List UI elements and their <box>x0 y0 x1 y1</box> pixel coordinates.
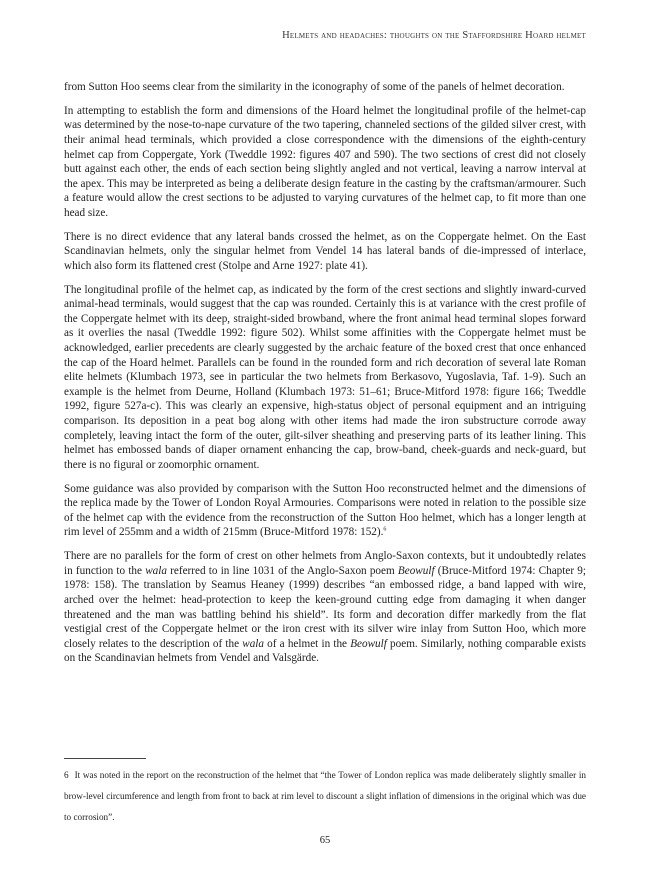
body-text <box>64 80 586 675</box>
paragraph-6-text: poem. Similarly, nothing comparable exists on the Scandinavian helmets from Vendel and Valsgärde. <box>64 637 586 665</box>
paragraph-6-text: There are no parallels for the form of crest on other helmets from Anglo-Saxon contexts, but it undoubtedly relates in function to the <box>64 550 586 577</box>
paragraph-6-text: referred to in line 1031 of the Anglo-Saxon poem <box>166 564 398 577</box>
paragraph-6-text: (Bruce-Mitford 1974: Chapter 9; 1978: 158). The translation by Seamus Heaney (1999) describes “an embossed ridge, a band lapped with wire, arched over the helmet: head-protection to keep the keen-ground cutting edge from damaging it when danger threatened and the man was battling behind his shield”. Its form and decoration differ markedly from the flat vestigial crest of the Coppergate helmet or the iron crest with its silver wire inlay from Sutton Hoo, which more closely relates to the description of the <box>64 564 586 650</box>
italic-term: wala <box>242 637 264 650</box>
footnote-reference[interactable]: 6 <box>383 526 387 533</box>
paragraph-5 <box>64 482 586 540</box>
footnote-divider <box>64 758 146 759</box>
paragraph-6 <box>64 549 586 666</box>
italic-title: Beowulf <box>350 637 387 650</box>
footnote-text: It was noted in the report on the reconstruction of the helmet that “the Tower of London replica was made deliberately slightly smaller in brow-level circumference and length from front to back at rim level to discount a slight inflation of dimensions in the original which was due to corrosion”. <box>64 770 586 822</box>
italic-term: wala <box>145 564 167 577</box>
paragraph-6-text: of a helmet in the <box>264 637 351 650</box>
running-head: Helmets and headaches: thoughts on the Staffordshire Hoard helmet <box>282 30 586 41</box>
italic-title: Beowulf <box>397 564 435 577</box>
paragraph-4: The longitudinal profile of the helmet cap, as indicated by the form of the crest sections and slightly inward-curved animal-head terminals, would suggest that the cap was rounded. Certainly this is at variance with the crest profile of the Coppergate helmet with its deep, straight-sided browband, where the front animal head terminal slopes forward as it overlies the nasal (Tweddle 1992: figure 502). Whilst some affinities with the Coppergate helmet must be acknowledged, earlier precedents are clearly suggested by the archaic feature of the boxed crest that once enhanced the cap of the Hoard helmet. Parallels can be found in the rounded form and rich decoration of several late Roman elite helmets (Klumbach 1973, see in particular the two helmets from Berkasovo, Yugoslavia, Taf. 1-9). Such an example is the helmet from Deurne, Holland (Klumbach 1973: 51–61; Bruce-Mitford 1978: figure 166; Tweddle 1992, figure 527a-c). This was clearly an expensive, high-status object of personal equipment and an intriguing comparison. Its deposition in a peat bog along with other items had made the iron substructure corrode away completely, leaving intact the form of the outer, gilt-silver sheathing and preserving parts of its leather lining. This helmet has embossed bands of diaper ornament enhancing the cap, brow-band, cheek-guards and neck-guard, but there is no figural or zoomorphic ornament. <box>64 283 586 471</box>
paragraph-2: In attempting to establish the form and dimensions of the Hoard helmet the longitudinal profile of the helmet-cap was determined by the nose-to-nape curvature of the two tapering, channeled sections of the gilded silver crest, with their animal head terminals, which provided a close correspondence with the dimensions of the eighth-century helmet cap from Coppergate, York (Tweddle 1992: figures 407 and 590). The two sections of crest did not closely butt against each other, the ends of each section being slightly angled and not vertical, leaving a narrow interval at the apex. This may be interpreted as being a deliberate design feature in the casting by the craftsman/armourer. Such a feature would allow the crest sections to be adjusted to varying curvatures of the helmet cap, to fit more than one head size. <box>64 104 586 219</box>
paragraph-3: There is no direct evidence that any lateral bands crossed the helmet, as on the Coppergate helmet. On the East Scandinavian helmets, only the singular helmet from Vendel 14 has lateral bands of die-impressed of interlace, which also form its flattened crest (Stolpe and Arne 1927: plate 41). <box>64 230 586 272</box>
paragraph-5-text: Some guidance was also provided by comparison with the Sutton Hoo reconstructed helmet and the dimensions of the replica made by the Tower of London Royal Armouries. Comparisons were noted in relation to the possible size of the helmet cap with the evidence from the reconstruction of the Sutton Hoo helmet, which has a longer length at rim level of 255mm and a width of 215mm (Bruce-Mitford 1978: 152). <box>64 482 586 539</box>
footnote <box>64 765 586 828</box>
footnote-number: 6 <box>64 770 69 780</box>
paragraph-1: from Sutton Hoo seems clear from the similarity in the iconography of some of the panels of helmet decoration. <box>64 81 565 93</box>
page-number: 65 <box>319 835 331 846</box>
